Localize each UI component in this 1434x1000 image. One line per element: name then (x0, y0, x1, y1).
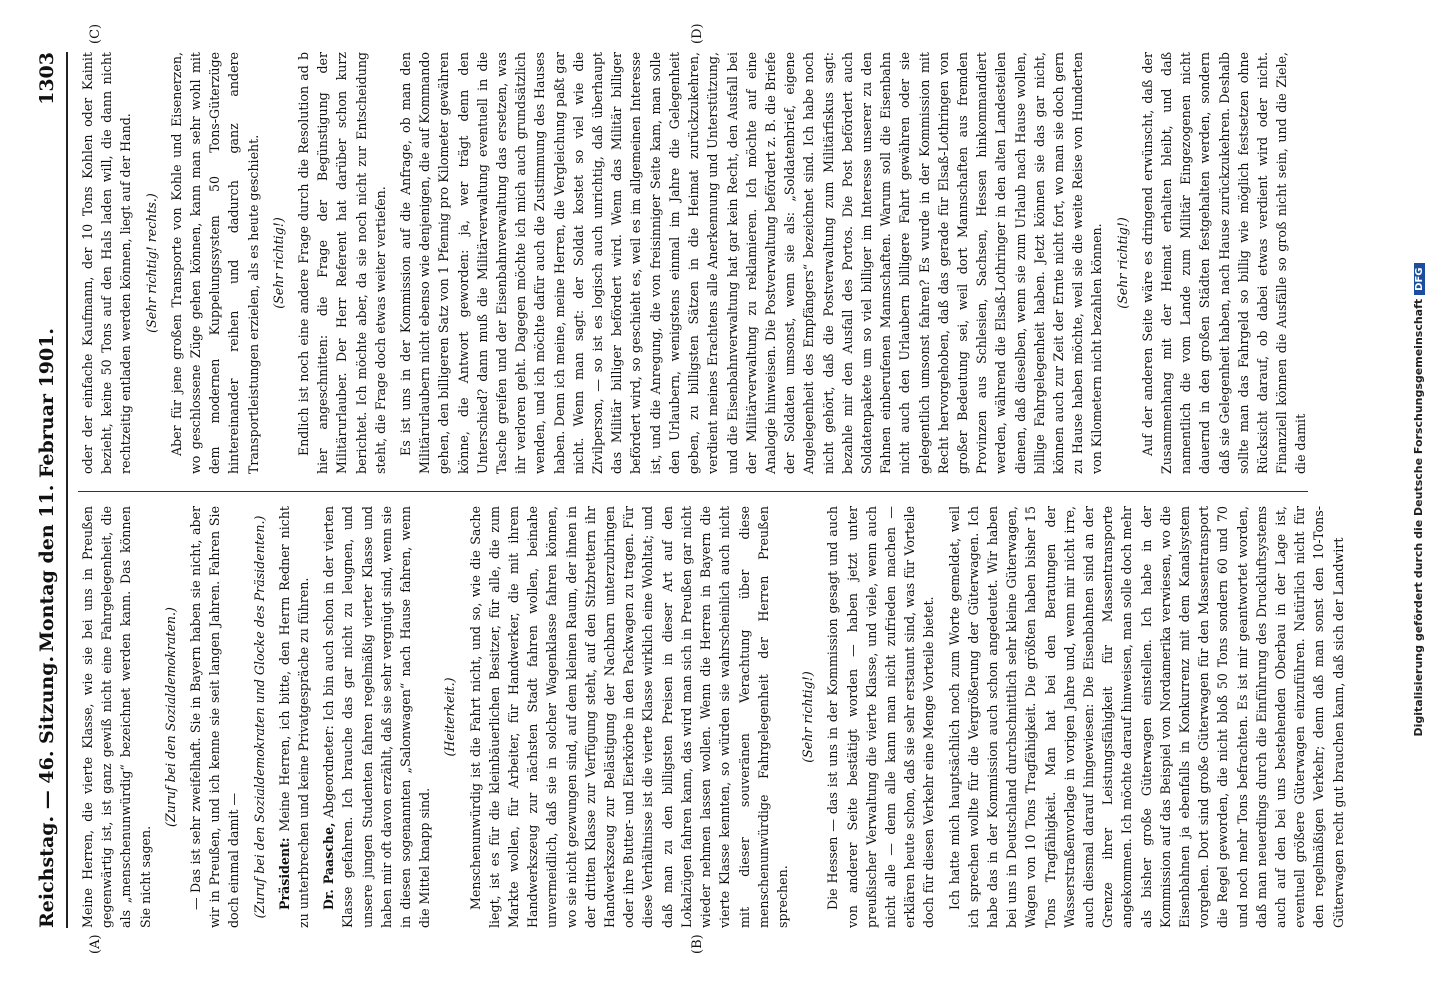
dfg-logo: DFG (1414, 264, 1425, 295)
paragraph: Die Hessen — das ist uns in der Kommission gesagt und auch von anderer Seite bestätigt worden — haben jetzt unter preußischer Verwaltung die vierte Klasse, und viele, wenn auch nicht alle — denn alle kann man nicht zufrieden machen — erklären heute schon, daß sie sehr erstaunt sind, was für Vorteile doch für diesen Verkehr eine Menge Vorteile bietet. (825, 506, 937, 928)
paragraph: Es ist uns in der Kommission auf die Anfrage, ob man den Militärurlaubern nicht ebenso wie denjenigen, die auf Kommando gehen, den billigeren Satz von 1 Pfennig pro Kilometer gewähren könne, die Antwort geworden: ja, wer trägt denn den Unterschied? dann muß die Militärverwaltung eventuell in die Tasche greifen und der Eisenbahnverwaltung das ersetzen, was ihr verloren geht. Dagegen möchte ich mich auch grundsätzlich wenden, und ich möchte dafür auch die Zustimmung des Hauses haben. Denn ich meine, meine Herren, die Vergleichung paßt gar nicht. Wenn man sagt: der Soldat kostet so viel wie die Zivilperson, — so ist es logisch auch unrichtig, daß überhaupt das Militär billiger befördert wird. Wenn das Militär billiger befördert wird, so geschieht es, weil es im allgemeinen Interesse ist, und die Anregung, die von freisinniger Seite kam, man solle den Urlaubern, wenigstens einmal im Jahre die Gelegenheit geben, zu billigsten Sätzen in die Heimat zurückzukehren, verdient meines Erachtens alle Anerkennung und Unterstützung, und die Eisenbahnverwaltung hat gar kein Recht, den Ausfall bei der Militärverwaltung zu reklamieren. Ich möchte auf eine Analogie hinweisen. Die Postverwaltung befördert z. B. die Briefe der Soldaten umsonst, wenn sie als: „Soldatenbrief, eigene Angelegenheit des Empfängers“ bezeichnet sind. Ich habe noch nicht gehört, daß die Postverwaltung zum Militärfiskus sagt: bezahle mir den Ausfall des Portos. Die Post befördert auch Soldatenpakete um so viel billiger im Interesse unserer zu den Fahnen einberufenen Mannschaften. Warum soll die Eisenbahn nicht auch den Urlaubern billigere Fahrt gewähren oder sie gelegentlich umsonst fahren? Es wurde in der Kommission mit Recht hervorgehoben, daß das gerade für Elsaß-Lothringen von großer Bedeutung sei, weil dort Mannschaften aus fremden Provinzen aus Schlesien, Sachsen, Hessen hinkommandiert werden, während die Elsaß-Lothringer in den alten Landesteilen dienen, daß dieselben, wenn sie zum Urlaub nach Hause wollen, billige Fahrgelegenheit haben. Jetzt können sie das gar nicht, können auch zur Zeit der Ernte nicht fort, wo man sie doch gern zu Hause haben möchte, weil sie die weite Reise von Hunderten von Kilometern nicht bezahlen können. (398, 52, 1105, 474)
header-session: Reichstag. — 46. Sitzung. (36, 655, 58, 928)
credit-text: Digitalisierung gefördert durch die Deutsche Forschungsgemeinschaft (1412, 298, 1425, 737)
interjection: (Sehr richtig! rechts.) (143, 193, 159, 333)
column-divider (78, 491, 1308, 492)
paragraph: Menschenunwürdig ist die Fahrt nicht, und so, wie die Sache liegt, ist es für die kleinbäuerlichen Besitzer, für alle, die zum Markte wollen, für Arbeiter, für Handwerker, die mit ihrem Handwerkszeug zur nächsten Stadt fahren wollen, beinahe unvermeidlich, daß sie in solcher Wagenklasse fahren können, wo sie nicht gezwungen sind, auf dem kleinen Raum, der ihnen in der dritten Klasse zur Verfügung steht, auf den Sitzbrettern ihr Handwerkszeug zur Belästigung der Nachbarn unterzubringen oder ihre Butter- und Eierkörbe in den Packwagen zu tragen. Für diese Verhältnisse ist die vierte Klasse wirklich eine Wohltat; und daß man zu den billigsten Preisen in dieser Art auf den Lokalzügen fahren kann, das wird man sich in Preußen gar nicht wieder nehmen lassen wollen. Wenn die Herren in Bayern die vierte Klasse kennten, so würden sie wahrscheinlich auch nicht mit dieser souveränen Verachtung über diese menschenunwürdige Fahrgelegenheit der Herren Preußen sprechen. (467, 506, 790, 928)
paragraph: Ich hatte mich hauptsächlich noch zum Worte gemeldet, weil ich sprechen wollte für die Vergrößerung der Güterwagen. Ich habe das in der Kommission auch schon angedeutet. Wir haben bei uns in Deutschland durchschnittlich sehr kleine Güterwagen, Wagen von 10 Tons Tragfähigkeit. Die größten haben bisher 15 Tons Tragfähigkeit. Man hat bei den Beratungen der Wasserstraßenvorlage in vorigen Jahre und, wenn mir nicht irre, auch diesmal darauf hingewiesen: Die Eisenbahnen sind an der Grenze ihrer Leistungsfähigkeit für Massentransporte angekommen. Ich möchte darauf hinweisen, man solle doch mehr als bisher große Güterwagen einstellen. Ich habe in der Kommission auf das Beispiel von Nordamerika verwiesen, wo die Eisenbahnen ja ebenfalls in Konkurrenz mit dem Kanalsystem vorgehen. Dort sind große Güterwagen für den Massentransport die Regel geworden, die nicht bloß 50 Tons sondern 60 und 70 und noch mehr Tons befrachten. Es ist mir geantwortet worden, daß man neuerdings durch die Einführung des Druckluftsystems auch auf den bei uns bestehenden Oberbau in der Lage ist, eventuell größere Güterwagen einzuführen. Natürlich nicht für den regelmäßigen Verkehr; denn daß man sonst den 10-Tons-Güterwagen recht gut brauchen kann, daß sich der Landwirt (946, 506, 1346, 928)
paragraph: oder der einfache Kaufmann, der 10 Tons Kohlen oder Kainit bezieht, keine 50 Tons auf den Hals laden will, die dann nicht rechtzeitig entladen werden können, liegt auf der Hand. (80, 52, 134, 474)
interjection: (Zuruf bei den Sozialdemokraten und Glocke des Präsidenten.) (251, 515, 267, 919)
speaker-name: Präsident: (276, 837, 292, 910)
margin-marker-b: (B) (690, 934, 705, 954)
interjection: (Zuruf bei den Sozialdemokraten.) (162, 607, 178, 827)
paragraph: — Das ist sehr zweifelhaft. Sie in Bayern haben sie nicht, aber wir in Preußen, und ich kenne sie seit langen Jahren. Fahren Sie doch einmal damit — (188, 506, 242, 928)
paragraph: Endlich ist noch eine andere Frage durch die Resolution ad b hier angeschnitten: die Frage der Begünstigung der Militärurlauber. Der Herr Referent hat darüber schon kurz berichtet. Ich möchte aber, da sie noch nicht zur Entscheidung steht, die Frage doch etwas weiter vertiefen. (296, 52, 388, 474)
paragraph: Auf der anderen Seite wäre es dringend erwünscht, daß der Zusammenhang mit der Heimat erhalten bleibt, und daß namentlich die vom Lande zum Militär Eingezogenen nicht dauernd in den großen Städten festgehalten werden, sondern daß sie Gelegenheit haben, nach Hause zurückzukehren. Deshalb sollte man das Fahrgeld so billig wie möglich festsetzen ohne Rücksicht darauf, ob dabei etwas verdient wird oder nicht. Finanziell können die Ausfälle so groß nicht sein, und die Ziele, die damit (1139, 52, 1309, 474)
interjection: (Heiterkeit.) (442, 677, 458, 757)
page-number: 1303 (36, 52, 58, 105)
interjection: (Sehr richtig!) (1114, 217, 1130, 309)
speaker-paragraph (319, 506, 434, 928)
margin-marker-d: (D) (690, 23, 705, 44)
interjection: (Sehr richtig!) (270, 217, 286, 309)
paragraph: Aber für jene großen Transporte von Kohle und Eisenerzen, wo geschlossene Züge gehen können, kann man sehr wohl mit dem modernen Kuppelungssystem 50 Tons-Güterzüge hintereinander reihen und dadurch ganz andere Transportleistungen erzielen, als es heute geschieht. (168, 52, 261, 474)
speaker-name: Dr. Paasche, (321, 822, 337, 910)
right-column (78, 52, 1308, 474)
left-column (78, 505, 1346, 928)
header-date: Montag den 11. Februar 1901. (36, 327, 58, 653)
speech-text: Abgeordneter: Ich bin auch schon in der vierten Klasse gefahren. Ich brauche das gar nicht zu leugnen, und unsere jungen Studenten fahren regelmäßig vierter Klasse und haben mir oft davon erzählt, daß sie sehr vergnügt sind, wenn sie in diesen sogenannten „Salonwagen“ nach Hause fahren, wenn die Mittel knapp sind. (321, 505, 433, 928)
margin-marker-c: (C) (88, 23, 103, 44)
interjection: (Sehr richtig!) (800, 671, 816, 763)
margin-marker-a: (A) (88, 934, 103, 954)
speaker-paragraph (275, 506, 313, 928)
paragraph: Meine Herren, die vierte Klasse, wie sie bei uns in Preußen gegenwärtig ist, ist ganz gewiß nicht eine Fahrgelegenheit, die als „menschenunwürdig“ bezeichnet werden kann. Das können Sie nicht sagen. (80, 506, 153, 928)
digitization-credit (1412, 0, 1425, 1000)
header-rule (66, 52, 68, 928)
page-header (36, 52, 66, 928)
speech-text: Meine Herren, ich bitte, den Herrn Redner nicht zu unterbrechen und keine Privatgespräche zu führen. (276, 506, 312, 928)
